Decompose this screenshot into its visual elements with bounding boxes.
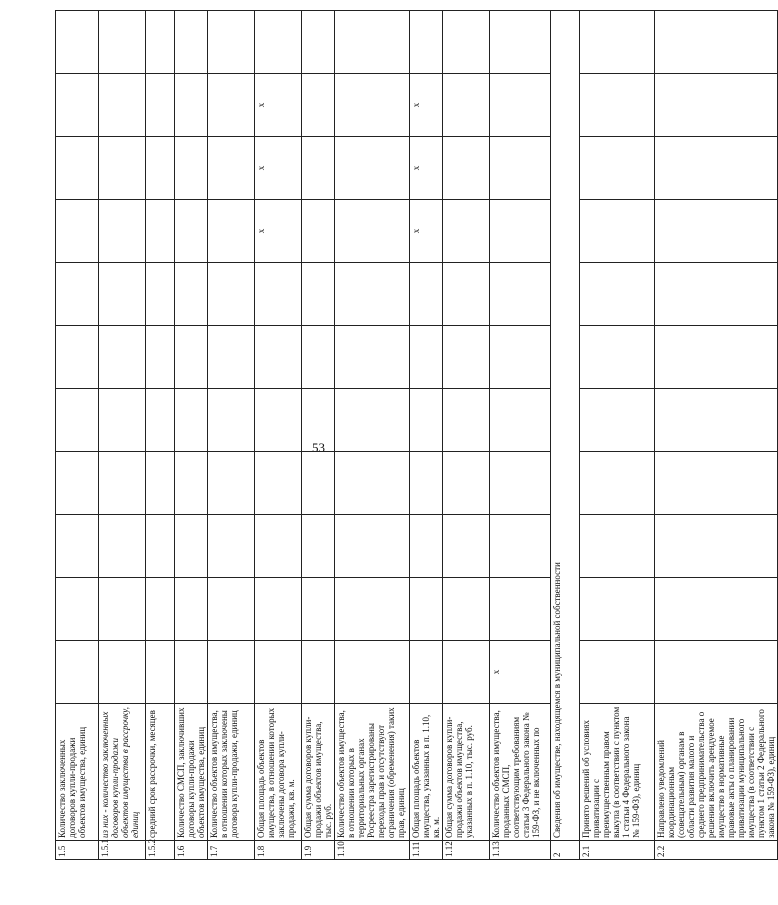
row-number: 1.9	[302, 841, 335, 860]
value-cell	[410, 452, 443, 515]
value-cell	[208, 74, 255, 137]
value-cell	[335, 452, 410, 515]
value-cell	[490, 452, 551, 515]
value-cell	[302, 452, 335, 515]
value-cell	[443, 74, 490, 137]
value-cell	[175, 641, 208, 704]
row-label: Количество объектов имущества, проданных СМСП, соответствующим требованиям статьи 3 Федерального закона № 159-ФЗ, и не включенных по	[490, 704, 551, 841]
row-number: 1.10	[335, 841, 410, 860]
value-cell	[302, 515, 335, 578]
value-cell	[580, 263, 655, 326]
value-cell: x	[490, 641, 551, 704]
page-number: 53	[312, 440, 325, 455]
table-row	[410, 11, 443, 860]
table-row	[175, 11, 208, 860]
value-cell	[410, 515, 443, 578]
value-cell	[255, 389, 302, 452]
value-cell	[146, 452, 175, 515]
value-cell	[335, 137, 410, 200]
value-cell	[56, 74, 99, 137]
value-cell	[302, 389, 335, 452]
value-cell	[255, 452, 302, 515]
value-cell	[99, 578, 146, 641]
value-cell	[580, 200, 655, 263]
rotated-table-sheet	[55, 10, 776, 860]
value-cell	[580, 11, 655, 74]
value-cell	[490, 326, 551, 389]
section-number: 2	[551, 841, 580, 860]
value-cell	[175, 578, 208, 641]
row-number: 1.5.1	[99, 841, 146, 860]
value-cell	[335, 74, 410, 137]
row-label: средний срок рассрочки, месяцев	[146, 704, 175, 841]
value-cell	[146, 200, 175, 263]
row-number: 1.11	[410, 841, 443, 860]
value-cell	[490, 578, 551, 641]
row-label: Количество объектов имущества, в отношении которых заключены договора купли-продажи, единиц	[208, 704, 255, 841]
section-title: Сведения об имуществе, находящемся в муниципальной собственности	[551, 11, 580, 841]
value-cell	[208, 641, 255, 704]
value-cell	[655, 74, 778, 137]
value-cell	[208, 452, 255, 515]
value-cell	[208, 389, 255, 452]
row-label: Общая сумма договоров купли-продажи объектов имущества, указанных в п. 1.10, тыс. руб.	[443, 704, 490, 841]
row-label: Количество СМСП, заключивших договоры купли-продажи объектов имущества, единиц	[175, 704, 208, 841]
value-cell	[175, 137, 208, 200]
value-cell	[175, 515, 208, 578]
value-cell	[302, 641, 335, 704]
value-cell	[56, 11, 99, 74]
value-cell	[490, 137, 551, 200]
value-cell	[302, 74, 335, 137]
value-cell	[146, 578, 175, 641]
value-cell	[56, 452, 99, 515]
value-cell	[655, 641, 778, 704]
value-cell	[175, 200, 208, 263]
row-number: 2.1	[580, 841, 655, 860]
value-cell	[410, 263, 443, 326]
value-cell	[490, 200, 551, 263]
value-cell	[410, 389, 443, 452]
value-cell	[175, 263, 208, 326]
value-cell	[655, 515, 778, 578]
value-cell	[335, 263, 410, 326]
value-cell	[255, 263, 302, 326]
value-cell	[335, 326, 410, 389]
value-cell	[655, 137, 778, 200]
value-cell	[255, 11, 302, 74]
row-number: 1.13	[490, 841, 551, 860]
row-label: Общая сумма договоров купли-продажи объектов имущества, тыс. руб.	[302, 704, 335, 841]
value-cell	[655, 326, 778, 389]
table-row	[655, 11, 778, 860]
value-cell	[410, 326, 443, 389]
value-cell	[99, 389, 146, 452]
row-number: 2.2	[655, 841, 778, 860]
row-number: 1.8	[255, 841, 302, 860]
row-label: Количество заключенных договоров купли-продажи объектов имущества, единиц	[56, 704, 99, 841]
value-cell: x	[255, 200, 302, 263]
row-number: 1.6	[175, 841, 208, 860]
value-cell	[335, 641, 410, 704]
value-cell	[335, 515, 410, 578]
table-row	[99, 11, 146, 860]
value-cell: x	[410, 200, 443, 263]
value-cell	[410, 578, 443, 641]
value-cell	[99, 74, 146, 137]
value-cell	[490, 74, 551, 137]
value-cell	[580, 389, 655, 452]
value-cell	[490, 389, 551, 452]
table-row	[302, 11, 335, 860]
value-cell	[208, 326, 255, 389]
value-cell: x	[410, 74, 443, 137]
value-cell	[208, 200, 255, 263]
value-cell	[99, 515, 146, 578]
value-cell	[655, 578, 778, 641]
value-cell	[655, 11, 778, 74]
value-cell	[255, 641, 302, 704]
value-cell	[56, 137, 99, 200]
table-row	[335, 11, 410, 860]
value-cell	[443, 263, 490, 326]
table-row	[56, 11, 99, 860]
value-cell	[99, 452, 146, 515]
value-cell	[208, 515, 255, 578]
value-cell	[146, 326, 175, 389]
value-cell: x	[410, 137, 443, 200]
value-cell	[443, 326, 490, 389]
row-number: 1.12	[443, 841, 490, 860]
table-row	[580, 11, 655, 860]
value-cell	[208, 263, 255, 326]
value-cell	[655, 200, 778, 263]
value-cell	[410, 11, 443, 74]
row-label: Общая площадь объектов имущества, указанных в п. 1.10, кв. м.	[410, 704, 443, 841]
value-cell	[175, 389, 208, 452]
value-cell	[443, 641, 490, 704]
row-label: Общая площадь объектов имущества, в отношении которых заключены договора купли-продажи, кв. м.	[255, 704, 302, 841]
value-cell	[443, 11, 490, 74]
value-cell	[302, 263, 335, 326]
value-cell	[655, 389, 778, 452]
value-cell	[146, 641, 175, 704]
value-cell	[146, 11, 175, 74]
value-cell	[410, 641, 443, 704]
value-cell	[335, 578, 410, 641]
value-cell	[175, 452, 208, 515]
value-cell	[443, 578, 490, 641]
value-cell	[580, 452, 655, 515]
value-cell	[56, 641, 99, 704]
value-cell	[99, 11, 146, 74]
value-cell	[335, 11, 410, 74]
report-table	[55, 10, 778, 860]
value-cell	[99, 326, 146, 389]
value-cell	[255, 326, 302, 389]
value-cell	[175, 326, 208, 389]
value-cell	[99, 137, 146, 200]
value-cell	[56, 200, 99, 263]
value-cell	[99, 200, 146, 263]
row-label: из них - количество заключенных договоров купли-продажи объектов имущества в рассрочку, единиц	[99, 704, 146, 841]
value-cell	[146, 74, 175, 137]
value-cell: x	[255, 74, 302, 137]
value-cell	[580, 137, 655, 200]
value-cell	[443, 200, 490, 263]
value-cell	[208, 11, 255, 74]
table-row	[208, 11, 255, 860]
value-cell	[443, 452, 490, 515]
value-cell	[580, 578, 655, 641]
value-cell	[99, 641, 146, 704]
value-cell	[655, 452, 778, 515]
value-cell	[175, 74, 208, 137]
value-cell	[56, 578, 99, 641]
value-cell	[56, 326, 99, 389]
value-cell	[580, 641, 655, 704]
value-cell	[56, 515, 99, 578]
value-cell	[490, 11, 551, 74]
table-row	[443, 11, 490, 860]
value-cell	[146, 515, 175, 578]
row-number: 1.7	[208, 841, 255, 860]
value-cell	[335, 389, 410, 452]
value-cell	[443, 389, 490, 452]
value-cell	[302, 200, 335, 263]
value-cell	[443, 137, 490, 200]
value-cell	[302, 326, 335, 389]
value-cell	[302, 578, 335, 641]
value-cell	[56, 389, 99, 452]
value-cell	[580, 326, 655, 389]
value-cell	[175, 11, 208, 74]
value-cell	[255, 578, 302, 641]
value-cell	[335, 200, 410, 263]
row-number: 1.5.2	[146, 841, 175, 860]
value-cell	[302, 137, 335, 200]
value-cell	[146, 137, 175, 200]
value-cell	[580, 74, 655, 137]
value-cell	[580, 515, 655, 578]
row-label: Принято решений об условиях приватизации с преимущественным правом выкупа (в соответствии с пунктом 1 статьи 4 Федерального закона № 159-ФЗ), единиц	[580, 704, 655, 841]
value-cell	[655, 263, 778, 326]
value-cell	[146, 263, 175, 326]
value-cell	[208, 137, 255, 200]
value-cell	[490, 515, 551, 578]
value-cell: x	[255, 137, 302, 200]
table-row	[490, 11, 551, 860]
value-cell	[443, 515, 490, 578]
value-cell	[490, 263, 551, 326]
row-number: 1.5	[56, 841, 99, 860]
value-cell	[146, 389, 175, 452]
row-label: Количество объектов имущества, в отношении которых в территориальных органах Росреестра зарегистрированы переходы прав и отсутствуют ограничения (обременения) таких прав, единиц	[335, 704, 410, 841]
value-cell	[56, 263, 99, 326]
value-cell	[255, 515, 302, 578]
value-cell	[99, 263, 146, 326]
table-row	[255, 11, 302, 860]
row-label: Направлено уведомлений координационным (совещательным) органам в области развития малого и среднего предпринимательства о решении включить арендуемое имущество в нормативные правовые акты о планировании приватизации муниципального имущества (в соответствии с пунктом 1 статьи 2 Федерального закона № 159-ФЗ), единиц	[655, 704, 778, 841]
value-cell	[208, 578, 255, 641]
value-cell	[302, 11, 335, 74]
table-row	[146, 11, 175, 860]
section-row	[551, 11, 580, 860]
